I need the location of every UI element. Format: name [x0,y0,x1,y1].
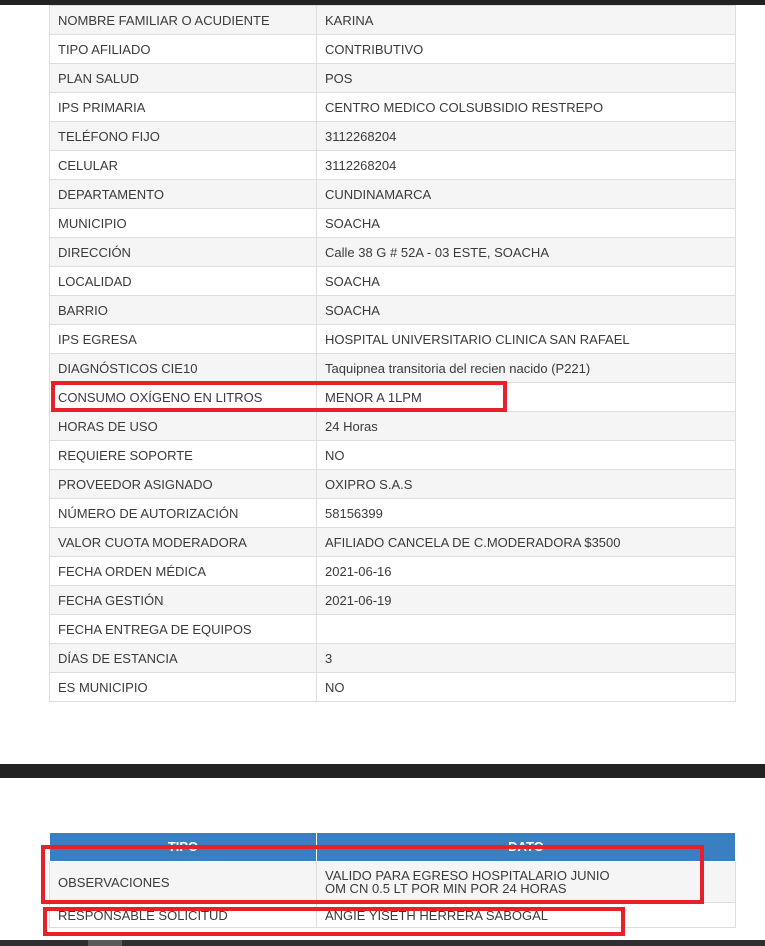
field-label: TELÉFONO FIJO [50,122,317,151]
table-header-row [50,833,736,862]
field-value: CENTRO MEDICO COLSUBSIDIO RESTREPO [317,93,736,122]
field-label: ES MUNICIPIO [50,673,317,702]
table-row [50,862,736,903]
table-row [50,673,736,702]
field-label: IPS PRIMARIA [50,93,317,122]
field-value: 3 [317,644,736,673]
scrollbar-thumb[interactable] [88,940,122,946]
table-row [50,93,736,122]
table-row [50,383,736,412]
column-header-dato: DATO [317,833,736,862]
field-value: ANGIE YISETH HERRERA SABOGAL [317,903,736,928]
field-label: NOMBRE FAMILIAR O ACUDIENTE [50,6,317,35]
field-label: DIAGNÓSTICOS CIE10 [50,354,317,383]
field-value: NO [317,441,736,470]
observation-line: OM CN 0.5 LT POR MIN POR 24 HORAS [325,881,567,896]
table-row [50,180,736,209]
table-row [50,412,736,441]
observations-table [49,832,736,928]
table-row [50,209,736,238]
table-row [50,615,736,644]
field-label: FECHA ENTREGA DE EQUIPOS [50,615,317,644]
table-row [50,35,736,64]
field-label: FECHA ORDEN MÉDICA [50,557,317,586]
field-value: POS [317,64,736,93]
field-label: DEPARTAMENTO [50,180,317,209]
table-row [50,441,736,470]
table-row [50,64,736,93]
table-row [50,644,736,673]
table-row [50,151,736,180]
field-value: KARINA [317,6,736,35]
field-value: MENOR A 1LPM [317,383,736,412]
field-value: SOACHA [317,209,736,238]
field-label: DÍAS DE ESTANCIA [50,644,317,673]
section-divider-bar [0,764,765,778]
table-row [50,267,736,296]
table-row [50,325,736,354]
field-label: LOCALIDAD [50,267,317,296]
field-label: RESPONSABLE SOLICITUD [50,903,317,928]
table-row [50,557,736,586]
field-value: 2021-06-16 [317,557,736,586]
field-label: REQUIERE SOPORTE [50,441,317,470]
field-label: OBSERVACIONES [50,862,317,903]
table-row [50,6,736,35]
field-value: 2021-06-19 [317,586,736,615]
field-value: 24 Horas [317,412,736,441]
field-label: FECHA GESTIÓN [50,586,317,615]
field-label: VALOR CUOTA MODERADORA [50,528,317,557]
field-label: BARRIO [50,296,317,325]
table-row [50,296,736,325]
table-row [50,586,736,615]
field-value [317,615,736,644]
field-value: NO [317,673,736,702]
field-label: PLAN SALUD [50,64,317,93]
table-row [50,354,736,383]
field-label: TIPO AFILIADO [50,35,317,64]
field-value: Taquipnea transitoria del recien nacido (P221) [317,354,736,383]
field-value: CUNDINAMARCA [317,180,736,209]
table-row [50,470,736,499]
field-value: AFILIADO CANCELA DE C.MODERADORA $3500 [317,528,736,557]
field-value: Calle 38 G # 52A - 03 ESTE, SOACHA [317,238,736,267]
field-value: 58156399 [317,499,736,528]
field-value: 3112268204 [317,151,736,180]
field-value: CONTRIBUTIVO [317,35,736,64]
field-value: OXIPRO S.A.S [317,470,736,499]
table-row [50,528,736,557]
field-value: SOACHA [317,296,736,325]
table-row [50,122,736,151]
field-value: SOACHA [317,267,736,296]
horizontal-scrollbar[interactable] [0,940,765,946]
field-label: IPS EGRESA [50,325,317,354]
field-label: PROVEEDOR ASIGNADO [50,470,317,499]
patient-info-table [49,5,736,702]
field-label: MUNICIPIO [50,209,317,238]
field-value: HOSPITAL UNIVERSITARIO CLINICA SAN RAFAEL [317,325,736,354]
table-row [50,238,736,267]
table-row [50,499,736,528]
column-header-tipo: TIPO [50,833,317,862]
field-label: DIRECCIÓN [50,238,317,267]
field-label: CELULAR [50,151,317,180]
observation-line: VALIDO PARA EGRESO HOSPITALARIO JUNIO [325,868,610,883]
field-value [317,862,736,903]
table-row [50,903,736,928]
field-value: 3112268204 [317,122,736,151]
field-label: CONSUMO OXÍGENO EN LITROS [50,383,317,412]
field-label: NÚMERO DE AUTORIZACIÓN [50,499,317,528]
field-label: HORAS DE USO [50,412,317,441]
